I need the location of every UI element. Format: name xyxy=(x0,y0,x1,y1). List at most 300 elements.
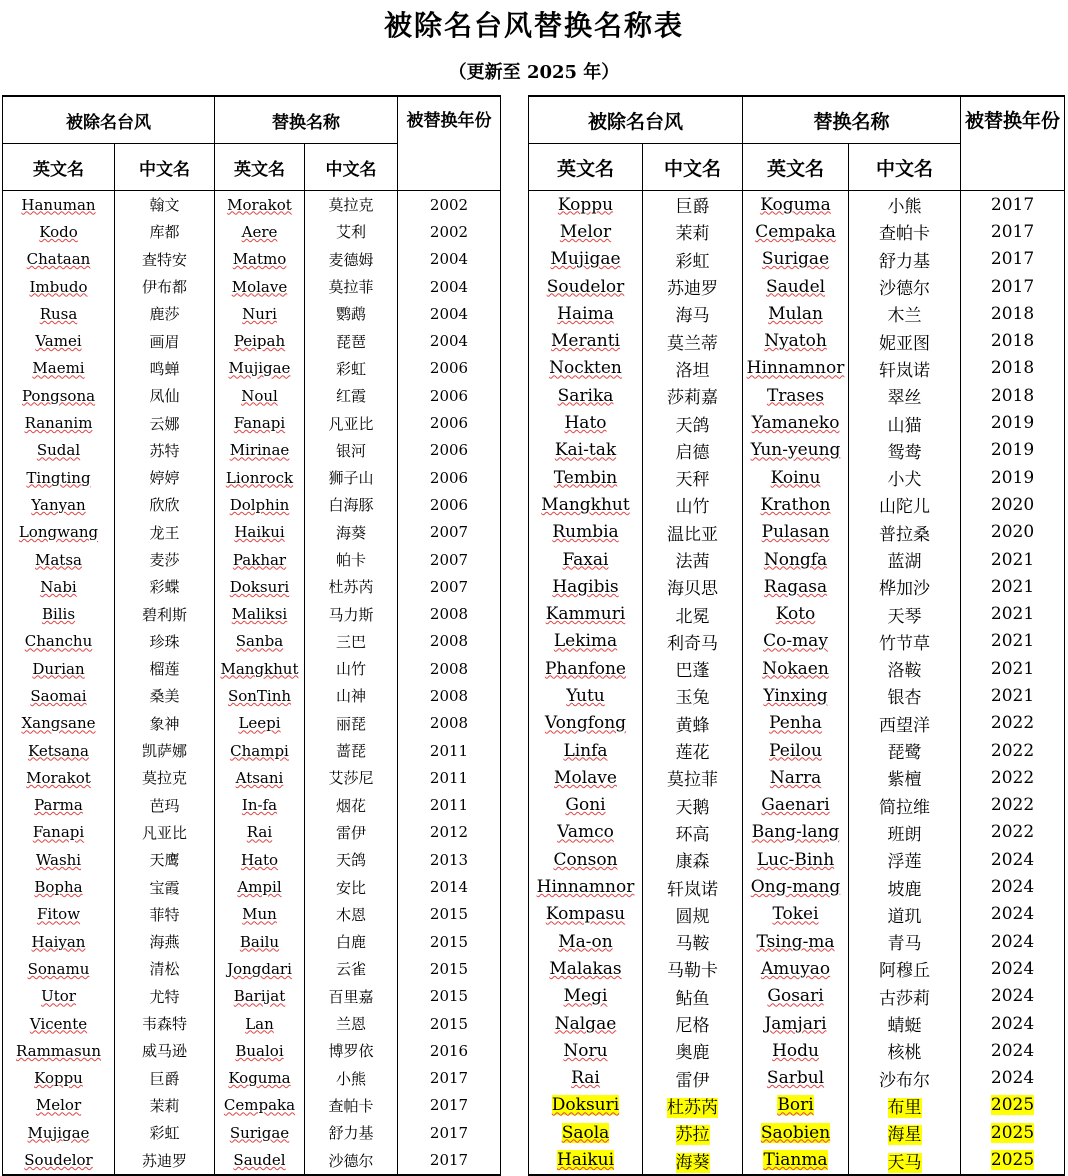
replacement-en-cell: Haikui xyxy=(215,519,305,546)
replacement-cn-cell: 木兰 xyxy=(849,300,961,327)
table-row xyxy=(529,846,1065,873)
replacement-en-cell: Rai xyxy=(215,819,305,846)
year-cell xyxy=(961,1092,1065,1119)
year-cell: 2006 xyxy=(398,464,501,491)
retired-cn-cell: 翰文 xyxy=(115,191,215,219)
retired-en-cell: Saomai xyxy=(3,682,115,709)
replacement-cn-cell: 杜苏芮 xyxy=(305,573,398,600)
replacement-en-cell: Bang-lang xyxy=(743,819,849,846)
replacement-cn-cell xyxy=(849,1092,961,1119)
retired-en-cell: Rumbia xyxy=(529,519,643,546)
retired-en-cell: Morakot xyxy=(3,764,115,791)
retired-en-cell: Imbudo xyxy=(3,273,115,300)
page-subtitle: （更新至 2025 年） xyxy=(448,62,620,83)
table-row xyxy=(529,409,1065,436)
table-row xyxy=(3,928,501,955)
replacement-en-cell: Maliksi xyxy=(215,600,305,627)
retired-cn-cell: 榴莲 xyxy=(115,655,215,682)
table-row xyxy=(3,682,501,709)
highlight-mark: 杜苏芮 xyxy=(667,1097,718,1118)
replacement-cn-cell: 木恩 xyxy=(305,901,398,928)
replacement-en-cell: Bualoi xyxy=(215,1037,305,1064)
replacement-cn-cell: 查帕卡 xyxy=(849,218,961,245)
year-cell: 2012 xyxy=(398,819,501,846)
replacement-en-cell: Mangkhut xyxy=(215,655,305,682)
highlight-mark: Bori xyxy=(777,1095,814,1116)
retired-en-cell: Longwang xyxy=(3,519,115,546)
replacement-cn-cell: 麦德姆 xyxy=(305,246,398,273)
replacement-en-cell: Pulasan xyxy=(743,519,849,546)
retired-cn-cell: 鸣蝉 xyxy=(115,355,215,382)
table-row xyxy=(3,792,501,819)
year-cell: 2011 xyxy=(398,792,501,819)
replacement-cn-cell: 简拉维 xyxy=(849,792,961,819)
year-cell: 2020 xyxy=(961,519,1065,546)
replacement-cn-cell: 凡亚比 xyxy=(305,409,398,436)
table-row xyxy=(3,191,501,219)
retired-cn-cell: 威马逊 xyxy=(115,1037,215,1064)
year-cell: 2024 xyxy=(961,955,1065,982)
year-cell: 2024 xyxy=(961,901,1065,928)
replacement-cn-cell: 舒力基 xyxy=(305,1119,398,1146)
retired-cn-cell: 苏特 xyxy=(115,437,215,464)
retired-en-cell: Haima xyxy=(529,300,643,327)
table-row xyxy=(529,792,1065,819)
table-row xyxy=(529,1065,1065,1092)
header-replacement: 替换名称 xyxy=(215,96,398,144)
retired-cn-cell: 彩虹 xyxy=(115,1119,215,1146)
retired-cn-cell: 奥鹿 xyxy=(643,1037,743,1064)
table-row xyxy=(3,437,501,464)
replacement-en-cell: Narra xyxy=(743,764,849,791)
retired-en-cell: Tembin xyxy=(529,464,643,491)
highlight-mark: 2025 xyxy=(990,1095,1035,1116)
replacement-cn-cell: 沙德尔 xyxy=(305,1146,398,1174)
year-cell: 2007 xyxy=(398,546,501,573)
retired-cn-cell: 莫拉克 xyxy=(115,764,215,791)
retired-en-cell: Vicente xyxy=(3,1010,115,1037)
retired-en-cell: Megi xyxy=(529,983,643,1010)
retired-cn-cell: 菲特 xyxy=(115,901,215,928)
table-row xyxy=(529,764,1065,791)
year-cell: 2017 xyxy=(398,1146,501,1174)
replacement-cn-cell: 天琴 xyxy=(849,600,961,627)
year-cell: 2024 xyxy=(961,1037,1065,1064)
replacement-en-cell: Yun-yeung xyxy=(743,437,849,464)
retired-en-cell: Goni xyxy=(529,792,643,819)
replacement-cn-cell: 洛鞍 xyxy=(849,655,961,682)
retired-cn-cell: 圆规 xyxy=(643,901,743,928)
replacement-en-cell: Bailu xyxy=(215,928,305,955)
replacement-en-cell: Tsing-ma xyxy=(743,928,849,955)
replacement-cn-cell: 丽琵 xyxy=(305,710,398,737)
replacement-cn-cell: 鹦鹉 xyxy=(305,300,398,327)
retired-cn-cell: 清松 xyxy=(115,955,215,982)
replacement-cn-cell: 坡鹿 xyxy=(849,873,961,900)
replacement-en-cell: Cempaka xyxy=(215,1092,305,1119)
replacement-cn-cell: 白鹿 xyxy=(305,928,398,955)
header-en: 英文名 xyxy=(215,144,305,191)
replacement-cn-cell: 烟花 xyxy=(305,792,398,819)
year-cell: 2015 xyxy=(398,901,501,928)
replacement-en-cell: Saudel xyxy=(215,1146,305,1174)
retired-en-cell: Kompasu xyxy=(529,901,643,928)
year-cell: 2004 xyxy=(398,327,501,354)
replacement-cn-cell: 莫拉克 xyxy=(305,191,398,219)
replacement-cn-cell: 鸳鸯 xyxy=(849,437,961,464)
retired-en-cell: Linfa xyxy=(529,737,643,764)
retired-cn-cell: 利奇马 xyxy=(643,628,743,655)
year-cell: 2017 xyxy=(961,218,1065,245)
replacement-en-cell: Barijat xyxy=(215,983,305,1010)
replacement-cn-cell: 山陀儿 xyxy=(849,491,961,518)
highlight-mark: Tianma xyxy=(763,1150,828,1171)
replacement-cn-cell: 山神 xyxy=(305,682,398,709)
table-row xyxy=(529,710,1065,737)
table-row xyxy=(3,737,501,764)
replacement-en-cell: Dolphin xyxy=(215,491,305,518)
replacement-cn-cell: 古莎莉 xyxy=(849,983,961,1010)
replacement-cn-cell: 安比 xyxy=(305,873,398,900)
replacement-cn-cell: 青马 xyxy=(849,928,961,955)
year-cell: 2011 xyxy=(398,737,501,764)
retired-cn-cell: 康森 xyxy=(643,846,743,873)
table-row xyxy=(529,983,1065,1010)
replacement-en-cell: Ragasa xyxy=(743,573,849,600)
table-row xyxy=(3,600,501,627)
year-cell: 2019 xyxy=(961,409,1065,436)
replacement-en-cell: SonTinh xyxy=(215,682,305,709)
replacement-cn-cell: 银杏 xyxy=(849,682,961,709)
table-row xyxy=(3,300,501,327)
replacement-cn-cell: 竹节草 xyxy=(849,628,961,655)
retired-cn-cell: 海贝思 xyxy=(643,573,743,600)
retired-en-cell: Faxai xyxy=(529,546,643,573)
highlight-mark: 天马 xyxy=(887,1152,922,1173)
retired-cn-cell: 韦森特 xyxy=(115,1010,215,1037)
replacement-cn-cell: 阿穆丘 xyxy=(849,955,961,982)
retired-en-cell: Hinnamnor xyxy=(529,873,643,900)
retired-en-cell: Ma-on xyxy=(529,928,643,955)
year-cell: 2008 xyxy=(398,682,501,709)
table-row xyxy=(3,655,501,682)
replacement-cn-cell: 核桃 xyxy=(849,1037,961,1064)
year-cell: 2024 xyxy=(961,1065,1065,1092)
year-cell: 2021 xyxy=(961,600,1065,627)
replacement-en-cell: Hinnamnor xyxy=(743,355,849,382)
replacement-cn-cell: 桦加沙 xyxy=(849,573,961,600)
table-row xyxy=(3,955,501,982)
replacement-en-cell: Yamaneko xyxy=(743,409,849,436)
replacement-cn-cell: 雷伊 xyxy=(305,819,398,846)
year-cell: 2024 xyxy=(961,873,1065,900)
year-cell: 2024 xyxy=(961,1010,1065,1037)
year-cell: 2022 xyxy=(961,792,1065,819)
retired-cn-cell: 天鹅 xyxy=(643,792,743,819)
replacement-cn-cell: 西望洋 xyxy=(849,710,961,737)
retired-en-cell: Mangkhut xyxy=(529,491,643,518)
year-cell: 2002 xyxy=(398,191,501,219)
year-cell: 2021 xyxy=(961,546,1065,573)
year-cell: 2006 xyxy=(398,382,501,409)
header-year: 被替换年份 xyxy=(961,96,1065,191)
replacement-cn-cell: 艾莎尼 xyxy=(305,764,398,791)
replacement-cn-cell: 小熊 xyxy=(305,1065,398,1092)
retired-cn-cell: 彩虹 xyxy=(643,246,743,273)
retired-cn-cell: 云娜 xyxy=(115,409,215,436)
retired-cn-cell: 凤仙 xyxy=(115,382,215,409)
table-row xyxy=(529,1010,1065,1037)
year-cell: 2006 xyxy=(398,437,501,464)
highlight-mark: 海葵 xyxy=(675,1152,710,1173)
replacement-cn-cell: 兰恩 xyxy=(305,1010,398,1037)
retired-en-cell: Kammuri xyxy=(529,600,643,627)
year-cell: 2014 xyxy=(398,873,501,900)
table-row xyxy=(529,955,1065,982)
year-cell: 2006 xyxy=(398,491,501,518)
year-cell: 2024 xyxy=(961,983,1065,1010)
replacement-cn-cell: 浮莲 xyxy=(849,846,961,873)
retired-cn-cell: 北冕 xyxy=(643,600,743,627)
replacement-en-cell: Trases xyxy=(743,382,849,409)
page-title: 被除名台风替换名称表 xyxy=(383,9,684,42)
retired-en-cell: Yutu xyxy=(529,682,643,709)
retired-cn-cell: 天鹰 xyxy=(115,846,215,873)
header-cn: 中文名 xyxy=(305,144,398,191)
replacement-en-cell: Nongfa xyxy=(743,546,849,573)
replacement-cn-cell: 莫拉菲 xyxy=(305,273,398,300)
retired-en-cell: Noru xyxy=(529,1037,643,1064)
year-cell: 2021 xyxy=(961,655,1065,682)
table-row xyxy=(529,737,1065,764)
table-row xyxy=(3,519,501,546)
retired-cn-cell: 苏迪罗 xyxy=(643,273,743,300)
retired-en-cell: Vongfong xyxy=(529,710,643,737)
retired-cn-cell: 凡亚比 xyxy=(115,819,215,846)
table-row xyxy=(3,1010,501,1037)
year-cell: 2017 xyxy=(398,1065,501,1092)
replacement-en-cell xyxy=(743,1092,849,1119)
year-cell: 2008 xyxy=(398,600,501,627)
replacement-en-cell: Doksuri xyxy=(215,573,305,600)
retired-cn-cell: 巨爵 xyxy=(643,191,743,219)
replacement-en-cell: Koguma xyxy=(743,191,849,219)
replacement-cn-cell: 翠丝 xyxy=(849,382,961,409)
year-cell: 2020 xyxy=(961,491,1065,518)
year-cell: 2015 xyxy=(398,983,501,1010)
retired-cn-cell xyxy=(643,1092,743,1119)
retired-cn-cell: 芭玛 xyxy=(115,792,215,819)
table-row xyxy=(529,682,1065,709)
replacement-cn-cell: 海葵 xyxy=(305,519,398,546)
table-row xyxy=(3,1065,501,1092)
table-row xyxy=(3,983,501,1010)
retired-en-cell: Mujigae xyxy=(3,1119,115,1146)
retired-en-cell: Rananim xyxy=(3,409,115,436)
retired-cn-cell: 尤特 xyxy=(115,983,215,1010)
retired-en-cell: Parma xyxy=(3,792,115,819)
retired-cn-cell: 鹿莎 xyxy=(115,300,215,327)
retired-en-cell: Nalgae xyxy=(529,1010,643,1037)
year-cell: 2004 xyxy=(398,246,501,273)
table-row xyxy=(529,437,1065,464)
retired-en-cell: Chanchu xyxy=(3,628,115,655)
table-row xyxy=(3,218,501,245)
highlight-mark: Haikui xyxy=(556,1150,615,1171)
year-cell: 2015 xyxy=(398,955,501,982)
table-row xyxy=(3,901,501,928)
retired-cn-cell: 海马 xyxy=(643,300,743,327)
year-cell: 2021 xyxy=(961,573,1065,600)
retired-cn-cell: 画眉 xyxy=(115,327,215,354)
retired-en-cell: Nabi xyxy=(3,573,115,600)
table-row xyxy=(3,273,501,300)
retired-en-cell: Maemi xyxy=(3,355,115,382)
replacement-en-cell: Surigae xyxy=(215,1119,305,1146)
replacement-cn-cell: 红霞 xyxy=(305,382,398,409)
highlight-mark: 苏拉 xyxy=(675,1125,710,1146)
retired-en-cell: Rai xyxy=(529,1065,643,1092)
retired-en-cell: Tingting xyxy=(3,464,115,491)
retired-en-cell: Vamei xyxy=(3,327,115,354)
table-row xyxy=(3,764,501,791)
table-row xyxy=(529,573,1065,600)
year-cell: 2002 xyxy=(398,218,501,245)
retired-cn-cell: 山竹 xyxy=(643,491,743,518)
replacement-cn-cell: 妮亚图 xyxy=(849,327,961,354)
replacement-cn-cell: 琵鹭 xyxy=(849,737,961,764)
year-cell: 2024 xyxy=(961,928,1065,955)
year-cell: 2008 xyxy=(398,655,501,682)
table-row xyxy=(3,327,501,354)
replacement-en-cell: Ong-mang xyxy=(743,873,849,900)
retired-cn-cell: 环高 xyxy=(643,819,743,846)
replacement-cn-cell: 蔷琵 xyxy=(305,737,398,764)
retired-cn-cell: 茉莉 xyxy=(643,218,743,245)
retired-en-cell: Bilis xyxy=(3,600,115,627)
retired-cn-cell: 查特安 xyxy=(115,246,215,273)
year-cell: 2015 xyxy=(398,1010,501,1037)
table-row xyxy=(3,1119,501,1146)
retired-cn-cell: 婷婷 xyxy=(115,464,215,491)
retired-en-cell: Washi xyxy=(3,846,115,873)
replacement-en-cell: Champi xyxy=(215,737,305,764)
replacement-en-cell: Mulan xyxy=(743,300,849,327)
retired-en-cell: Haiyan xyxy=(3,928,115,955)
year-cell: 2018 xyxy=(961,327,1065,354)
replacement-en-cell: Nuri xyxy=(215,300,305,327)
year-cell: 2017 xyxy=(961,191,1065,219)
retired-en-cell: Xangsane xyxy=(3,710,115,737)
retired-en-cell: Soudelor xyxy=(529,273,643,300)
table-row xyxy=(3,1037,501,1064)
highlight-mark: 2025 xyxy=(990,1150,1035,1171)
table-row xyxy=(529,1146,1065,1174)
year-cell: 2022 xyxy=(961,819,1065,846)
replacement-en-cell: Matmo xyxy=(215,246,305,273)
replacement-en-cell: Fanapi xyxy=(215,409,305,436)
year-cell: 2007 xyxy=(398,519,501,546)
table-row xyxy=(3,1146,501,1174)
retired-cn-cell: 莫兰蒂 xyxy=(643,327,743,354)
table-row xyxy=(529,327,1065,354)
retired-cn-cell: 莎莉嘉 xyxy=(643,382,743,409)
table-row xyxy=(529,546,1065,573)
replacement-cn-cell: 山猫 xyxy=(849,409,961,436)
year-cell xyxy=(961,1119,1065,1146)
retired-en-cell: Phanfone xyxy=(529,655,643,682)
retired-cn-cell: 轩岚诺 xyxy=(643,873,743,900)
replacement-en-cell: Tokei xyxy=(743,901,849,928)
replacement-cn-cell: 博罗依 xyxy=(305,1037,398,1064)
replacement-en-cell: Peilou xyxy=(743,737,849,764)
year-cell: 2007 xyxy=(398,573,501,600)
retired-en-cell: Durian xyxy=(3,655,115,682)
year-cell: 2018 xyxy=(961,382,1065,409)
year-cell: 2004 xyxy=(398,300,501,327)
header-retired: 被除名台风 xyxy=(3,96,215,144)
replacement-cn-cell: 小熊 xyxy=(849,191,961,219)
table-row xyxy=(529,246,1065,273)
table-row xyxy=(529,628,1065,655)
replacement-en-cell: Pakhar xyxy=(215,546,305,573)
retired-cn-cell: 伊布都 xyxy=(115,273,215,300)
retired-en-cell: Soudelor xyxy=(3,1146,115,1174)
replacement-cn-cell xyxy=(849,1146,961,1174)
retired-cn-cell: 巨爵 xyxy=(115,1065,215,1092)
retired-en-cell: Fitow xyxy=(3,901,115,928)
retired-cn-cell: 库都 xyxy=(115,218,215,245)
year-cell: 2017 xyxy=(398,1092,501,1119)
year-cell: 2022 xyxy=(961,737,1065,764)
replacement-cn-cell: 沙布尔 xyxy=(849,1065,961,1092)
replacement-cn-cell: 查帕卡 xyxy=(305,1092,398,1119)
table-row xyxy=(3,846,501,873)
retired-cn-cell xyxy=(643,1119,743,1146)
replacement-cn-cell: 班朗 xyxy=(849,819,961,846)
retired-en-cell: Koppu xyxy=(3,1065,115,1092)
replacement-en-cell: Cempaka xyxy=(743,218,849,245)
retired-en-cell: Rusa xyxy=(3,300,115,327)
replacement-en-cell: Penha xyxy=(743,710,849,737)
year-cell: 2021 xyxy=(961,682,1065,709)
replacement-en-cell: Koto xyxy=(743,600,849,627)
retired-cn-cell: 天鸽 xyxy=(643,409,743,436)
replacement-cn-cell: 帕卡 xyxy=(305,546,398,573)
replacement-en-cell: Jongdari xyxy=(215,955,305,982)
retired-en-cell: Rammasun xyxy=(3,1037,115,1064)
retired-cn-cell: 莫拉菲 xyxy=(643,764,743,791)
retired-en-cell: Ketsana xyxy=(3,737,115,764)
year-cell: 2022 xyxy=(961,710,1065,737)
retired-cn-cell: 马鞍 xyxy=(643,928,743,955)
retired-en-cell: Kodo xyxy=(3,218,115,245)
replacement-en-cell: Ampil xyxy=(215,873,305,900)
replacement-en-cell: Peipah xyxy=(215,327,305,354)
retired-cn-cell: 尼格 xyxy=(643,1010,743,1037)
table-row xyxy=(529,901,1065,928)
highlight-mark: Saola xyxy=(561,1122,610,1143)
retired-cn-cell: 洛坦 xyxy=(643,355,743,382)
highlight-mark: 2025 xyxy=(990,1122,1035,1143)
replacement-cn-cell: 百里嘉 xyxy=(305,983,398,1010)
replacement-en-cell: Lan xyxy=(215,1010,305,1037)
replacement-cn-cell: 琵琶 xyxy=(305,327,398,354)
highlight-mark: Saobien xyxy=(760,1122,831,1143)
replacement-cn-cell: 舒力基 xyxy=(849,246,961,273)
year-cell: 2017 xyxy=(961,273,1065,300)
table-row xyxy=(529,600,1065,627)
